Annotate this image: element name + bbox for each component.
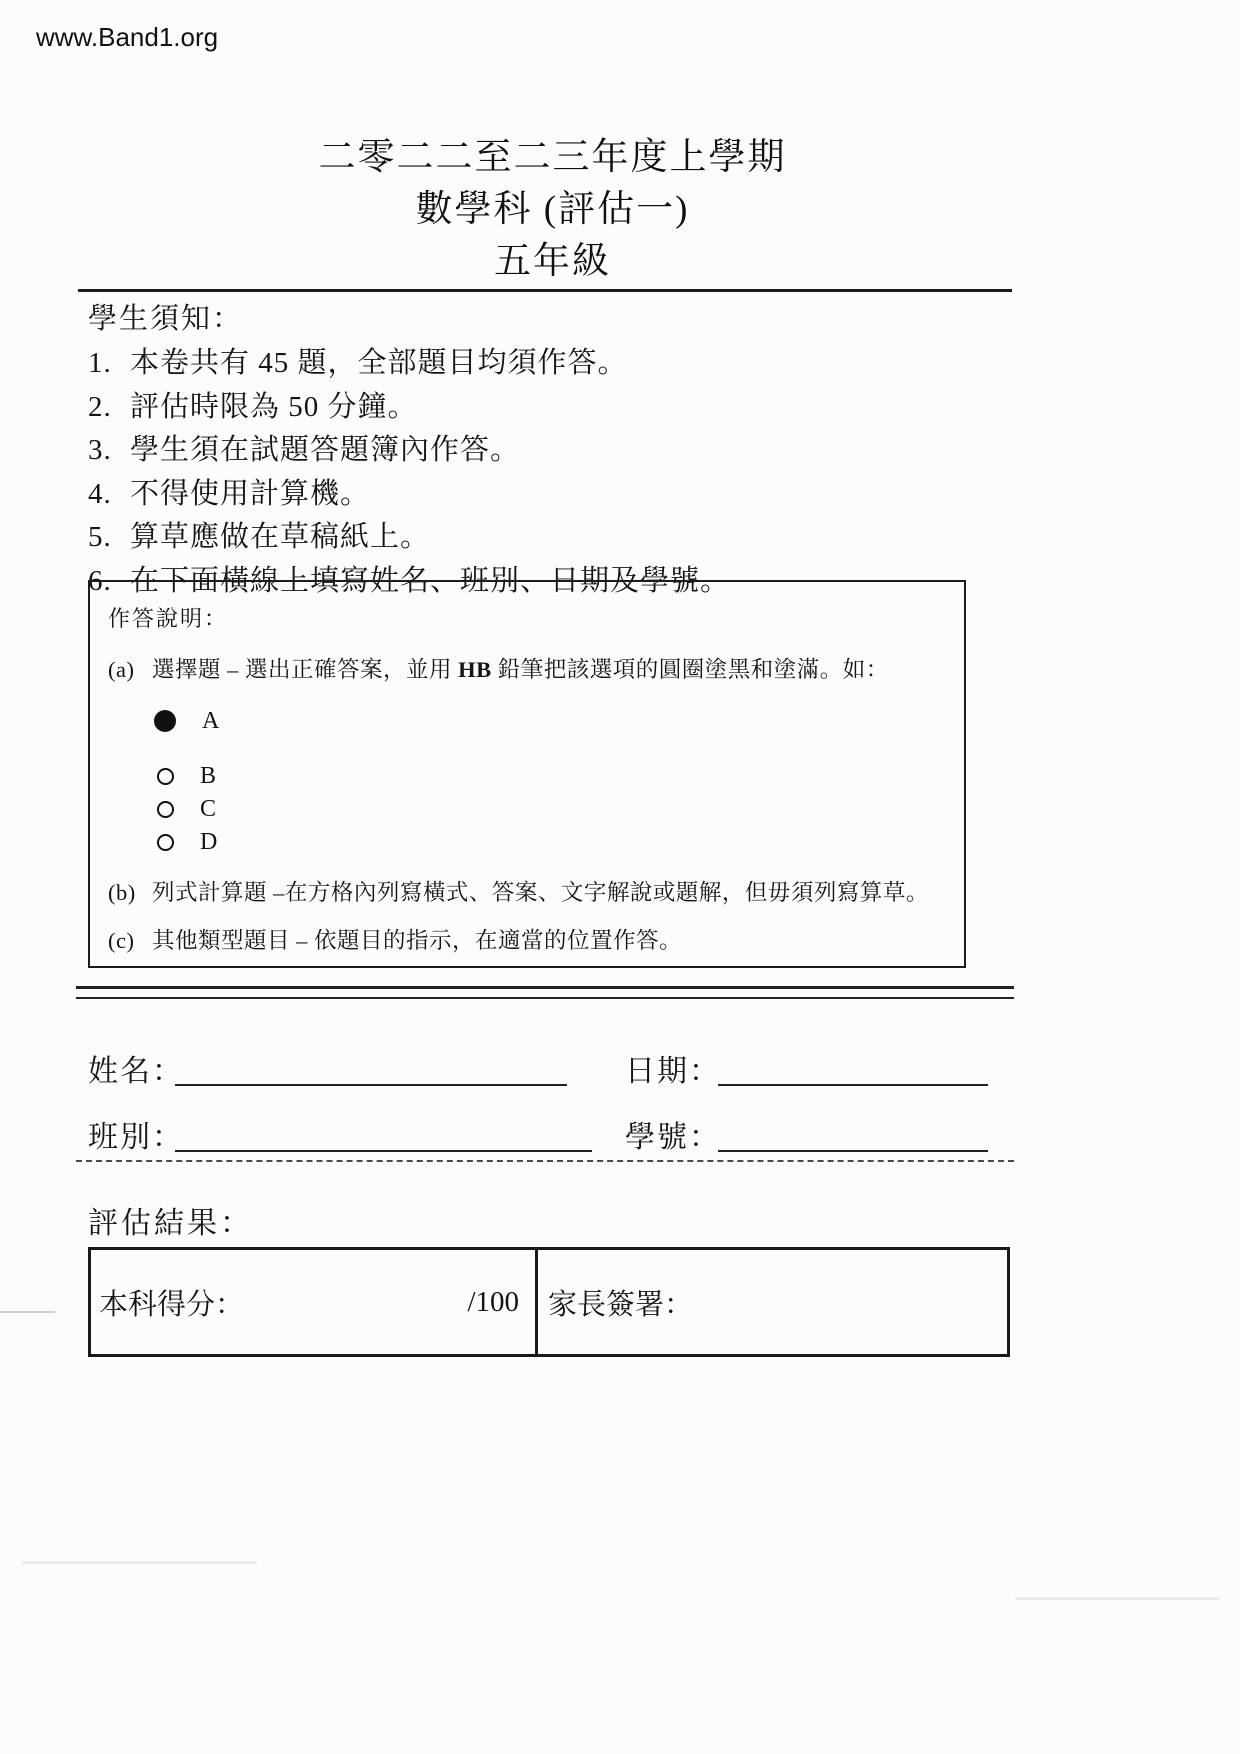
fields-row-name-date	[88, 1046, 1018, 1092]
item-b-text: 列式計算題 –在方格內列寫橫式、答案、文字解說或題解，但毋須列寫算草。	[152, 880, 929, 905]
class-field-label: 班別：	[88, 1121, 184, 1154]
list-item-text: 評估時限為 50 分鐘。	[130, 390, 418, 423]
list-item	[88, 429, 1018, 473]
list-item-number: 5.	[88, 521, 112, 553]
instruction-item-a	[108, 652, 889, 684]
student-no-blank-line	[718, 1150, 988, 1152]
option-label: C	[200, 795, 217, 822]
horizontal-rule-top	[78, 289, 1012, 292]
exam-title	[85, 132, 1020, 288]
student-notices	[88, 296, 1018, 603]
scan-artifact	[0, 1311, 55, 1313]
sample-option-d	[154, 829, 217, 855]
sample-option-a	[154, 708, 219, 734]
horizontal-rule-double-lower	[76, 997, 1014, 999]
scan-artifact	[1015, 1597, 1220, 1600]
item-a-text-pre: 選擇題 – 選出正確答案，並用	[152, 657, 459, 682]
horizontal-rule-double-upper	[76, 986, 1014, 989]
fields-row-class-number	[88, 1112, 1018, 1158]
filled-bubble-icon	[154, 710, 176, 732]
list-item	[88, 473, 1018, 517]
student-no-field-label: 學號：	[625, 1121, 721, 1154]
date-field-label: 日期：	[625, 1055, 721, 1088]
item-a-number: (a)	[108, 657, 135, 682]
class-blank-line	[175, 1150, 592, 1152]
option-label: A	[202, 707, 220, 734]
instruction-item-b	[108, 875, 929, 907]
option-label: D	[200, 828, 218, 855]
title-line-term: 二零二二至二三年度上學期	[318, 137, 787, 178]
dashed-separator	[76, 1160, 1014, 1162]
instructions-heading: 作答說明：	[108, 606, 229, 631]
list-item-number: 2.	[88, 390, 112, 423]
score-label: 本科得分：	[99, 1288, 245, 1321]
signature-label: 家長簽署：	[548, 1288, 694, 1321]
list-item-number: 1.	[88, 347, 112, 379]
name-blank-line	[175, 1084, 567, 1086]
watermark-url: www.Band1.org	[36, 22, 219, 52]
item-b-number: (b)	[108, 880, 136, 905]
list-item	[88, 516, 1018, 560]
option-label: B	[200, 762, 217, 789]
score-cell	[91, 1250, 538, 1354]
score-denominator: /100	[467, 1285, 519, 1318]
list-item-number: 6.	[88, 564, 112, 597]
sample-option-c	[154, 796, 216, 822]
result-heading: 評估結果：	[88, 1207, 253, 1240]
empty-bubble-icon	[157, 834, 174, 851]
list-item-text: 本卷共有 45 題，全部題目均須作答。	[130, 347, 628, 379]
title-line-grade: 五年級	[494, 241, 611, 282]
item-c-text: 其他類型題目 – 依題目的指示，在適當的位置作答。	[152, 928, 683, 953]
scan-artifact	[22, 1561, 257, 1564]
sample-option-b	[154, 763, 216, 789]
empty-bubble-icon	[157, 801, 174, 818]
result-table	[88, 1247, 1010, 1357]
signature-cell	[538, 1250, 1007, 1354]
notices-heading: 學生須知：	[88, 303, 244, 335]
list-item-text: 學生須在試題答題簿內作答。	[130, 434, 521, 466]
list-item-number: 4.	[88, 477, 112, 510]
title-line-subject: 數學科 (評估一)	[415, 189, 690, 230]
answer-instructions-box	[88, 580, 966, 968]
list-item-text: 不得使用計算機。	[130, 477, 371, 510]
item-a-text-post: 鉛筆把該選項的圓圈塗黑和塗滿。如：	[491, 657, 889, 682]
list-item-number: 3.	[88, 434, 112, 466]
list-item	[88, 386, 1018, 430]
item-c-number: (c)	[108, 928, 135, 953]
item-a-text-bold: HB	[458, 657, 492, 682]
list-item-text: 算草應做在草稿紙上。	[130, 521, 431, 553]
list-item-text: 在下面橫線上填寫姓名、班別、日期及學號。	[130, 564, 731, 597]
instruction-item-c	[108, 923, 682, 955]
name-field-label: 姓名：	[88, 1055, 184, 1088]
list-item	[88, 342, 1018, 386]
empty-bubble-icon	[157, 768, 174, 785]
date-blank-line	[718, 1084, 988, 1086]
